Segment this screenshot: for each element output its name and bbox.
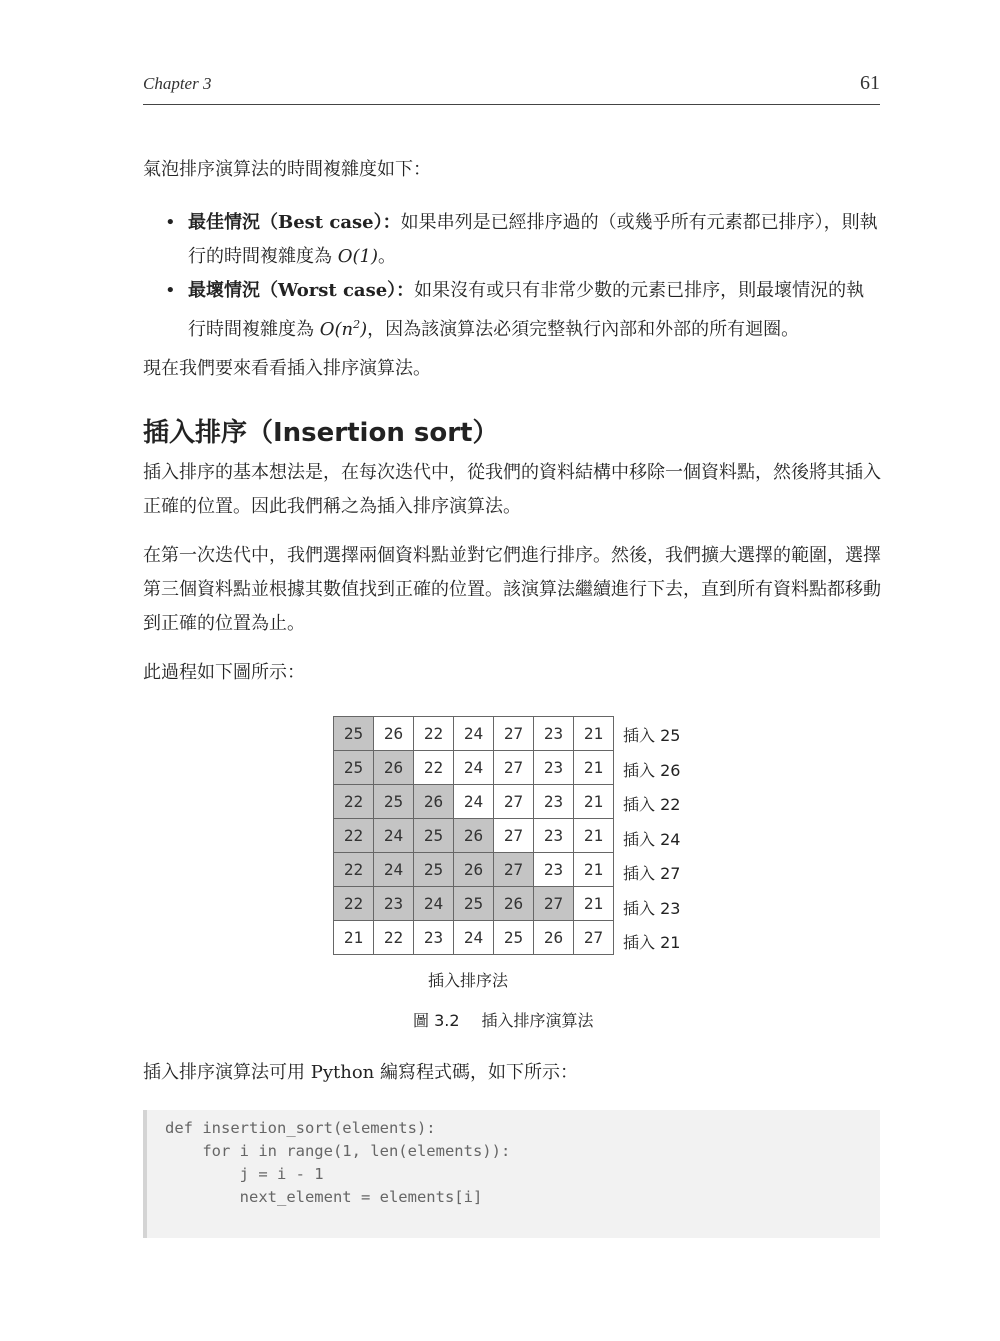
grid-cell: 26 — [494, 887, 534, 921]
worst-case-complexity — [320, 319, 367, 340]
grid-cell: 27 — [534, 887, 574, 921]
complexity-pre: O(n — [319, 319, 354, 340]
grid-cell: 22 — [334, 853, 374, 887]
row-label: 插入 25 — [623, 726, 681, 745]
grid-cell: 22 — [334, 819, 374, 853]
grid-cell: 21 — [574, 853, 614, 887]
row-label: 插入 24 — [623, 829, 681, 849]
grid-cell: 21 — [334, 921, 374, 955]
grid-cell: 22 — [374, 921, 414, 955]
code-line: def insertion_sort(elements): — [165, 1119, 436, 1137]
grid-cell: 21 — [574, 717, 614, 751]
grid-cell: 24 — [414, 887, 454, 921]
row-label: 插入 23 — [623, 898, 681, 918]
grid-cell: 27 — [574, 921, 614, 955]
intro-paragraph: 氣泡排序演算法的時間複雜度如下： — [143, 159, 431, 180]
grid-cell: 26 — [454, 853, 494, 887]
grid-cell: 23 — [534, 785, 574, 819]
row-label: 插入 26 — [623, 760, 681, 780]
section-title: 插入排序（Insertion sort） — [143, 418, 499, 448]
grid-cell: 23 — [534, 853, 574, 887]
code-line: for i in range(1, len(elements)): — [165, 1142, 511, 1160]
complexity-exponent: 2 — [353, 318, 361, 331]
grid-row — [334, 921, 614, 955]
grid-cell: 25 — [494, 921, 534, 955]
grid-cell: 26 — [454, 819, 494, 853]
list-item-best-case — [143, 206, 880, 274]
transition-paragraph: 現在我們要來看看插入排序演算法。 — [143, 358, 431, 379]
grid-cell: 24 — [454, 921, 494, 955]
grid-cell: 24 — [374, 819, 414, 853]
grid-cell: 25 — [454, 887, 494, 921]
grid-row — [334, 717, 614, 751]
best-case-label: 最佳情況（Best case）： — [188, 212, 401, 233]
grid-cell: 23 — [534, 717, 574, 751]
grid-cell: 22 — [334, 887, 374, 921]
best-case-complexity: O(1) — [337, 246, 378, 267]
row-label: 插入 27 — [623, 864, 681, 883]
header-divider — [143, 104, 880, 105]
grid-row — [334, 853, 614, 887]
row-labels — [623, 716, 680, 958]
grid-cell: 27 — [494, 853, 534, 887]
grid-cell: 22 — [414, 717, 454, 751]
figure-number: 圖 3.2 — [413, 1011, 460, 1030]
grid-cell: 26 — [534, 921, 574, 955]
grid-cell: 23 — [534, 751, 574, 785]
worst-case-text: 如果沒有或只有非常少數的元素已排序，則最壞情況的執行時間複雜度為 — [188, 280, 865, 340]
row-label: 插入 21 — [623, 933, 681, 952]
grid-cell: 23 — [374, 887, 414, 921]
grid-cell: 25 — [414, 819, 454, 853]
grid-cell: 25 — [374, 785, 414, 819]
process-paragraph: 此過程如下圖所示： — [143, 662, 305, 683]
code-block — [143, 1110, 880, 1238]
grid-cell: 26 — [374, 717, 414, 751]
grid-cell: 25 — [414, 853, 454, 887]
list-item-worst-case — [143, 274, 880, 347]
insertion-paragraph: 插入排序的基本想法是，在每次迭代中，從我們的資料結構中移除一個資料點，然後將其插入正確的位置。因此我們稱之為插入排序演算法。 — [143, 462, 881, 517]
bullet-dot-icon: • — [165, 212, 176, 233]
worst-case-end: ，因為該演算法必須完整執行內部和外部的所有迴圈。 — [367, 319, 800, 340]
grid-cell: 23 — [414, 921, 454, 955]
iteration-paragraph: 在第一次迭代中，我們選擇兩個資料點並對它們進行排序。然後，我們擴大選擇的範圍，選擇第三個資料點並根據其數值找到正確的位置。該演算法繼續進行下去，直到所有資料點都移動到正確的位置為止。 — [143, 545, 881, 634]
grid-cell: 26 — [374, 751, 414, 785]
figure-caption — [413, 1008, 594, 1031]
grid-cell: 22 — [334, 785, 374, 819]
page-number: 61 — [860, 72, 880, 94]
grid-cell: 24 — [454, 717, 494, 751]
grid-cell: 21 — [574, 751, 614, 785]
best-case-text: 如果串列是已經排序過的（或幾乎所有元素都已排序），則執行的時間複雜度為 — [188, 212, 878, 267]
figure-subcaption: 插入排序法 — [428, 971, 509, 990]
bullet-dot-icon: • — [165, 280, 176, 301]
grid-cell: 22 — [414, 751, 454, 785]
code-line: j = i - 1 — [165, 1165, 324, 1183]
complexity-list — [143, 206, 880, 347]
grid-cell: 24 — [374, 853, 414, 887]
grid-row — [334, 887, 614, 921]
grid-row — [334, 785, 614, 819]
grid-cell: 25 — [334, 717, 374, 751]
figure-caption-text: 插入排序演算法 — [481, 1011, 594, 1030]
worst-case-label: 最壞情況（Worst case）： — [188, 280, 415, 301]
insertion-sort-grid — [333, 716, 614, 955]
best-case-end: 。 — [378, 246, 396, 267]
grid-cell: 25 — [334, 751, 374, 785]
grid-cell: 21 — [574, 819, 614, 853]
grid-cell: 24 — [454, 785, 494, 819]
grid-cell: 26 — [414, 785, 454, 819]
grid-cell: 21 — [574, 887, 614, 921]
grid-cell: 24 — [454, 751, 494, 785]
code-line: next_element = elements[i] — [165, 1188, 483, 1206]
grid-cell: 27 — [494, 717, 534, 751]
grid-row — [334, 751, 614, 785]
grid-cell: 27 — [494, 785, 534, 819]
grid-cell: 23 — [534, 819, 574, 853]
complexity-post: ) — [360, 319, 368, 340]
grid-cell: 27 — [494, 751, 534, 785]
grid-cell: 21 — [574, 785, 614, 819]
grid-row — [334, 819, 614, 853]
row-label: 插入 22 — [623, 795, 681, 814]
grid-cell: 27 — [494, 819, 534, 853]
code-intro-paragraph: 插入排序演算法可用 Python 編寫程式碼，如下所示： — [143, 1062, 578, 1083]
code-text — [147, 1110, 880, 1209]
running-header-chapter: Chapter 3 — [143, 74, 212, 93]
